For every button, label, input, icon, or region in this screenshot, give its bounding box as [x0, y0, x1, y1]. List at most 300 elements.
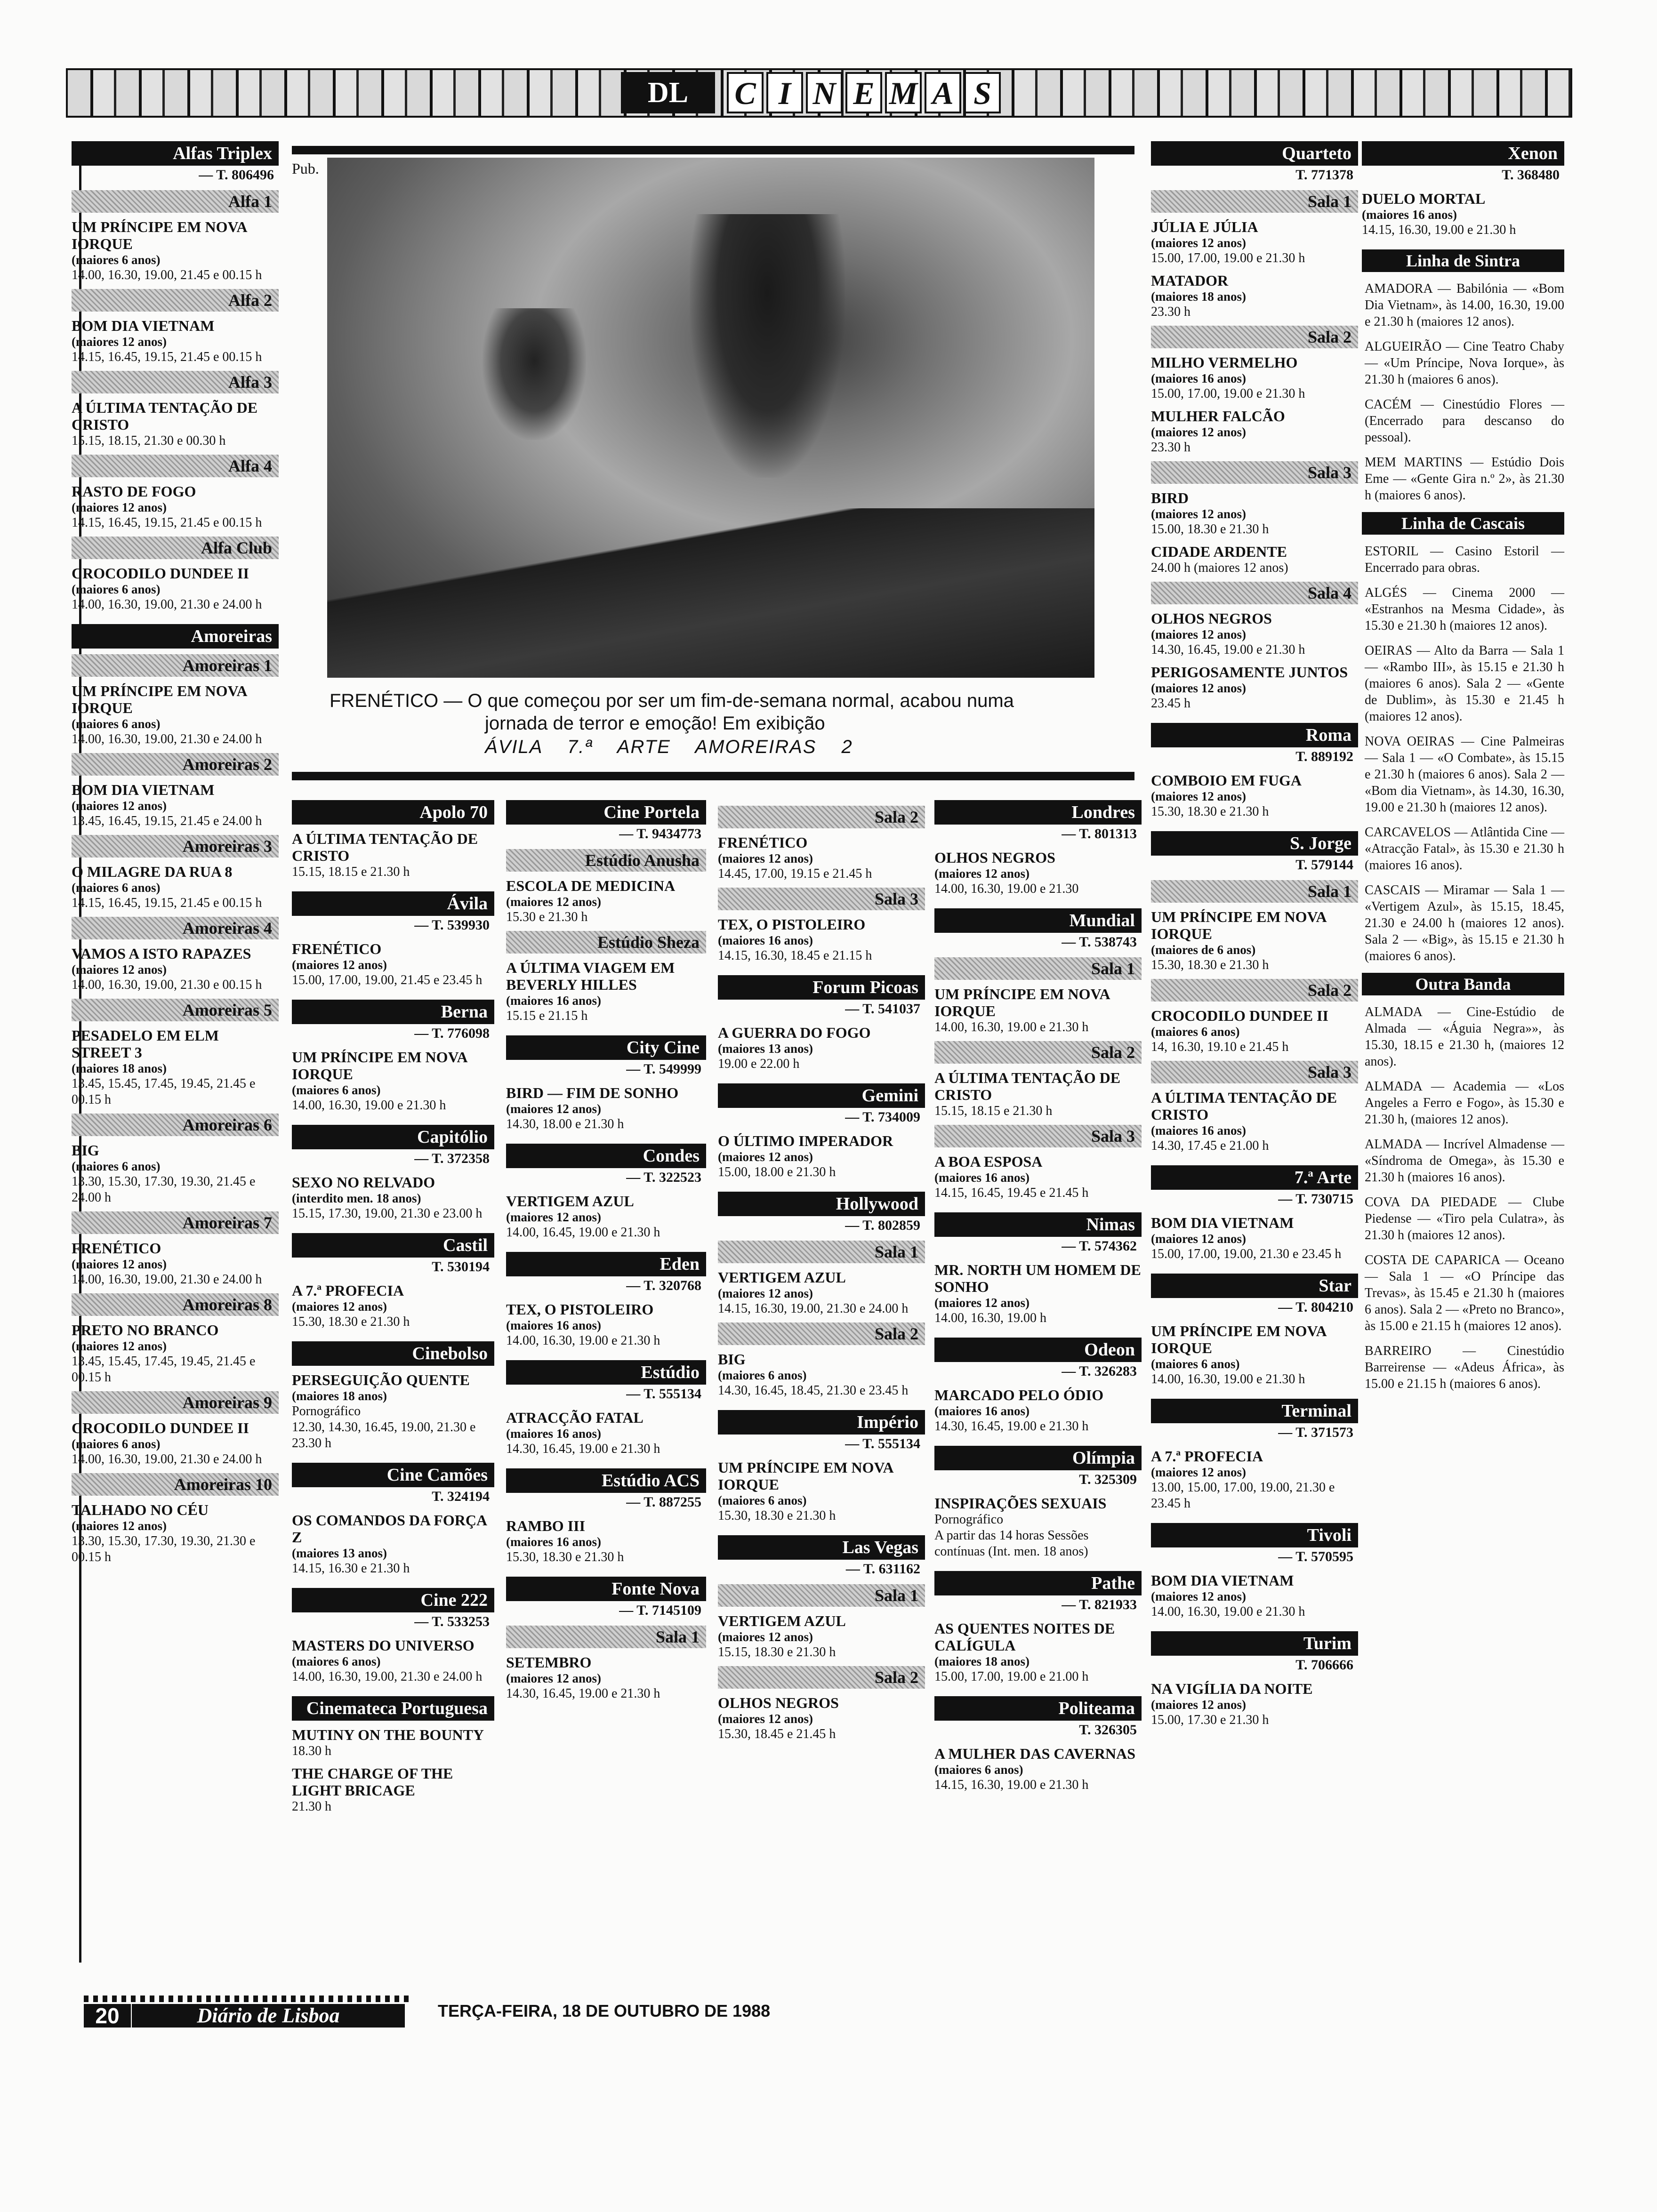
- film-title: MULHER FALCÃO: [1151, 408, 1285, 425]
- showtimes: 13.45, 15.45, 17.45, 19.45, 21.45 e 00.15 h: [72, 1076, 256, 1107]
- film-title: A ÚLTIMA VIAGEM EM BEVERLY HILLES: [506, 959, 675, 993]
- film-title: FRENÉTICO: [72, 1240, 161, 1257]
- showtimes: 15.00, 17.30 e 21.30 h: [1151, 1713, 1269, 1727]
- showtimes: 14.15, 16.45, 19.15, 21.45 e 00.15 h: [72, 515, 262, 530]
- cinema-phone: T. 324194: [432, 1489, 490, 1504]
- cinema-name: Las Vegas: [718, 1535, 925, 1560]
- age-rating: (maiores 16 anos): [1151, 1123, 1246, 1138]
- age-rating: (maiores 13 anos): [718, 1042, 813, 1056]
- section-title: [727, 72, 1004, 113]
- showtimes: 14.15, 16.45, 19.15, 21.45 e 00.15 h: [72, 896, 262, 910]
- age-rating: (maiores 16 anos): [506, 1427, 601, 1441]
- showtimes: 13.45, 16.45, 19.15, 21.45 e 24.00 h: [72, 814, 262, 828]
- film-title: OLHOS NEGROS: [934, 849, 1055, 866]
- age-rating: (maiores 12 anos): [1151, 1232, 1246, 1246]
- regional-listing: ALMADA — Incrível Almadense — «Síndroma de Omega», às 15.30 e 21.30 h (maiores 16 anos).: [1365, 1137, 1564, 1185]
- age-rating: (maiores 16 anos): [1362, 208, 1457, 222]
- age-rating: (maiores 12 anos): [506, 1102, 601, 1116]
- film-title: OS COMANDOS DA FORÇA Z: [292, 1512, 487, 1546]
- showtimes: 14.00, 16.30, 19.00 h: [934, 1311, 1046, 1325]
- regional-listing: NOVA OEIRAS — Cine Palmeiras — Sala 1 — «O Combate», às 15.15 e 21.30 h (maiores 6 anos). Sala 2 — «Bom dia Vietnam», às 14.30, 16.30, 19.00 e 21.30 h (maiores 12 anos).: [1365, 734, 1564, 815]
- showtimes: 13.30, 15.30, 17.30, 19.30, 21.45 e 24.00 h: [72, 1174, 256, 1205]
- cinema-name: Estúdio: [506, 1360, 706, 1385]
- cinema-phone: — T. 539930: [414, 917, 490, 933]
- screen-room-label: Alfa Club: [72, 537, 279, 559]
- regional-listing: OEIRAS — Alto da Barra — Sala 1 — «Rambo III», às 15.15 e 21.30 h (maiores 6 anos). Sala 2 — «Gente de Dublim», às 15.30 e 21.45 h (maiores 12 anos).: [1365, 643, 1564, 724]
- film-title: INSPIRAÇÕES SEXUAIS: [934, 1495, 1107, 1512]
- age-rating: (maiores 6 anos): [72, 253, 161, 267]
- age-rating: (maiores 6 anos): [1151, 1357, 1240, 1371]
- cinema-listing: [1151, 723, 1358, 820]
- age-rating: (maiores 12 anos): [1151, 507, 1246, 521]
- age-rating: (maiores 12 anos): [506, 895, 601, 909]
- showtimes: 14.00, 16.30, 19.00 e 21.30: [934, 882, 1079, 896]
- title-letter: E: [845, 72, 882, 113]
- screen-room-label: Amoreiras 3: [72, 835, 279, 858]
- film-title: TALHADO NO CÉU: [72, 1501, 209, 1518]
- footer-ornament: [84, 1996, 409, 2002]
- showtimes: 14.15, 16.30, 19.00 e 21.30 h: [934, 1778, 1089, 1792]
- age-rating: (maiores 6 anos): [72, 881, 161, 895]
- age-rating: (maiores 12 anos): [718, 1286, 813, 1300]
- regional-listing: AMADORA — Babilónia — «Bom Dia Vietnam», às 14.00, 16.30, 19.00 e 21.30 h (maiores 12 anos).: [1365, 281, 1564, 329]
- age-rating: (maiores 6 anos): [72, 1159, 161, 1173]
- region-heading: Outra Banda: [1362, 973, 1564, 995]
- age-rating: (maiores 12 anos): [506, 1671, 601, 1685]
- showtimes: 14.30, 16.45, 19.00 e 21.30 h: [934, 1419, 1089, 1434]
- film-title: A 7.ª PROFECIA: [292, 1282, 404, 1299]
- cinema-name: Terminal: [1151, 1399, 1358, 1423]
- age-rating: (maiores 12 anos): [1151, 627, 1246, 641]
- showtimes: 15.00, 18.30 e 21.30 h: [1151, 522, 1269, 537]
- cinema-phone: — T. 555134: [626, 1386, 701, 1402]
- showtimes: 14.00, 16.30, 19.00, 21.45 e 00.15 h: [72, 268, 262, 282]
- showtimes: 14.30, 18.00 e 21.30 h: [506, 1117, 624, 1131]
- film-title: FRENÉTICO: [292, 940, 382, 957]
- screen-room-label: Sala 2: [934, 1041, 1142, 1064]
- film-title: A BOA ESPOSA: [934, 1153, 1043, 1170]
- photo-man-figure: [483, 308, 586, 440]
- cinema-name: S. Jorge: [1151, 831, 1358, 856]
- cinema-name: Tivoli: [1151, 1523, 1358, 1547]
- film-title: BIG: [718, 1351, 746, 1368]
- regional-listing: ALMADA — Cine-Estúdio de Almada — «Águia Negra»», às 15.30, 18.15 e 21.30 h, (maiores 12 anos).: [1365, 1005, 1564, 1069]
- showtimes: 13.30, 15.30, 17.30, 19.30, 21.30 e 00.15 h: [72, 1534, 256, 1564]
- cinema-phone: — T. 631162: [845, 1561, 920, 1577]
- showtimes: 12.30, 14.30, 16.45, 19.00, 21.30 e 23.30 h: [292, 1420, 476, 1451]
- age-rating: (maiores 12 anos): [718, 1630, 813, 1644]
- film-title: BOM DIA VIETNAM: [1151, 1214, 1294, 1231]
- showtimes: 15.15, 18.15 e 21.30 h: [292, 865, 410, 879]
- cinema-listing: [718, 1083, 925, 1180]
- showtimes: 15.00, 17.00, 19.00, 21.30 e 23.45 h: [1151, 1247, 1342, 1261]
- cinema-listing: [718, 975, 925, 1072]
- film-title: BOM DIA VIETNAM: [72, 317, 215, 334]
- ad-bottom-rule: [292, 772, 1134, 780]
- cinema-listing: [1151, 141, 1358, 712]
- showtimes: 15.30, 18.30 e 21.30 h: [292, 1314, 410, 1329]
- showtimes: 14.15, 16.30, 19.00 e 21.30 h: [1362, 223, 1516, 237]
- cinema-phone: T. 579144: [1295, 857, 1353, 873]
- cinema-name: Pathe: [934, 1571, 1142, 1595]
- film-title: CROCODILO DUNDEE II: [1151, 1007, 1328, 1024]
- cinema-listing: [718, 806, 925, 964]
- section-banner: [66, 68, 1572, 118]
- age-rating: (maiores 16 anos): [934, 1170, 1030, 1185]
- regional-listing: CACÉM — Cinestúdio Flores — (Encerrado para descanso do pessoal).: [1365, 397, 1564, 445]
- film-title: THE CHARGE OF THE LIGHT BRICAGE: [292, 1765, 453, 1799]
- showtimes: 14.45, 17.00, 19.15 e 21.45 h: [718, 866, 872, 881]
- showtimes: 14.30, 16.45, 19.00 e 21.30 h: [506, 1686, 660, 1701]
- showtimes: 14.15, 16.30 e 21.30 h: [292, 1561, 410, 1576]
- screen-room-label: Amoreiras 7: [72, 1211, 279, 1234]
- cinema-phone: T. 530194: [432, 1259, 490, 1274]
- film-title: UM PRÍNCIPE EM NOVA IORQUE: [292, 1049, 467, 1082]
- cinema-phone: — T. 533253: [414, 1614, 490, 1629]
- film-title: DUELO MORTAL: [1362, 190, 1486, 207]
- cinema-listing: [506, 1577, 706, 1702]
- film-title: UM PRÍNCIPE EM NOVA IORQUE: [934, 986, 1110, 1019]
- showtimes: 18.30 h: [292, 1744, 331, 1758]
- cinema-name: Xenon: [1362, 141, 1564, 166]
- issue-date: TERÇA-FEIRA, 18 DE OUTUBRO DE 1988: [438, 2001, 771, 2020]
- ad-pub-label: Pub.: [292, 160, 319, 177]
- showtimes: 15.00, 17.00, 19.00 e 21.00 h: [934, 1669, 1089, 1684]
- age-rating: (maiores 12 anos): [1151, 1698, 1246, 1712]
- cinema-phone: — T. 776098: [414, 1026, 490, 1041]
- cinema-listing: [506, 1144, 706, 1241]
- cinema-name: Politeama: [934, 1696, 1142, 1721]
- page-footer: [71, 1996, 1577, 2033]
- cinema-listing: [934, 1212, 1142, 1326]
- cinema-phone: — T. 555134: [845, 1436, 920, 1451]
- showtimes: 15.00, 17.00, 19.00, 21.45 e 23.45 h: [292, 973, 483, 987]
- cinema-listing: [72, 141, 279, 613]
- age-rating: (maiores 12 anos): [72, 1257, 167, 1271]
- cinema-name: Nimas: [934, 1212, 1142, 1237]
- cinema-name: Ávila: [292, 891, 494, 916]
- cinema-listing: [506, 1468, 706, 1565]
- cinema-listing: [292, 1341, 494, 1451]
- age-rating: (maiores 12 anos): [72, 799, 167, 813]
- age-rating: (maiores 12 anos): [1151, 789, 1246, 803]
- cinema-name: 7.ª Arte: [1151, 1165, 1358, 1190]
- age-rating: (maiores 12 anos): [72, 1519, 167, 1533]
- showtimes: 13.45, 15.45, 17.45, 19.45, 21.45 e 00.15 h: [72, 1354, 256, 1385]
- cinema-name: Forum Picoas: [718, 975, 925, 1000]
- cinema-phone: — T. 549999: [626, 1061, 701, 1077]
- cinema-name: Amoreiras: [72, 624, 279, 649]
- cinema-phone: — T. 887255: [626, 1494, 701, 1510]
- regional-listing: COSTA DE CAPARICA — Oceano — Sala 1 — «O Príncipe das Trevas», às 15.45 e 21.30 h (maiores 6 anos). Sala 2 — «Preto no Branco», às 15.00 e 21.15 h (maiores 12 anos).: [1365, 1253, 1564, 1333]
- cinema-listing: [506, 800, 706, 1024]
- showtimes: 15.30, 18.45 e 21.45 h: [718, 1727, 836, 1741]
- showtimes: 15.30, 18.30 e 21.30 h: [1151, 804, 1269, 819]
- masthead: Diário de Lisboa: [132, 2004, 405, 2028]
- age-rating: (maiores 16 anos): [506, 994, 601, 1008]
- cinema-phone: — T. 372358: [414, 1151, 490, 1166]
- region-heading: Linha de Sintra: [1362, 249, 1564, 272]
- regional-listing: BARREIRO — Cinestúdio Barreirense — «Adeus África», às 15.00 e 21.15 h (maiores 6 anos).: [1365, 1344, 1564, 1391]
- film-title: SEXO NO RELVADO: [292, 1174, 435, 1191]
- cinema-phone: — T. 730715: [1278, 1191, 1353, 1207]
- showtimes: 23.45 h: [1151, 696, 1190, 711]
- film-title: ATRACÇÃO FATAL: [506, 1409, 643, 1426]
- showtimes: 14.00, 16.30, 19.00, 21.30 e 00.15 h: [72, 978, 262, 992]
- film-title: UM PRÍNCIPE EM NOVA IORQUE: [72, 218, 247, 252]
- showtimes: 14.30, 16.45, 19.00 e 21.30 h: [506, 1442, 660, 1456]
- film-title: BOM DIA VIETNAM: [72, 781, 215, 798]
- photo-woman-figure: [690, 214, 845, 478]
- cinema-phone: — T. 322523: [626, 1170, 701, 1185]
- showtimes: 14.00, 16.30, 19.00 e 21.30 h: [292, 1098, 446, 1113]
- cinema-listing: [934, 1571, 1142, 1685]
- showtimes: 23.30 h: [1151, 305, 1190, 319]
- age-rating: (maiores 12 anos): [1151, 1589, 1246, 1603]
- film-title: UM PRÍNCIPE EM NOVA IORQUE: [1151, 908, 1326, 942]
- screen-room-label: Amoreiras 8: [72, 1293, 279, 1316]
- film-title: AS QUENTES NOITES DE CALÍGULA: [934, 1620, 1115, 1654]
- regional-column: [1362, 141, 1564, 2212]
- film-title: TEX, O PISTOLEIRO: [718, 916, 866, 933]
- film-title: MR. NORTH UM HOMEM DE SONHO: [934, 1261, 1141, 1295]
- cinema-name: Gemini: [718, 1083, 925, 1108]
- cinema-name: Apolo 70: [292, 800, 494, 825]
- cinema-phone: — T. 538743: [1062, 934, 1137, 950]
- showtimes: 13.00, 15.00, 17.00, 19.00, 21.30 e 23.45 h: [1151, 1480, 1335, 1511]
- cinema-phone: — T. 801313: [1062, 826, 1137, 842]
- cinema-listing: [718, 1192, 925, 1399]
- film-title: PERIGOSAMENTE JUNTOS: [1151, 664, 1348, 681]
- age-rating: (maiores 6 anos): [292, 1654, 381, 1668]
- age-rating: (maiores 6 anos): [72, 717, 161, 731]
- age-rating: (maiores 12 anos): [1151, 425, 1246, 439]
- film-title: MARCADO PELO ÓDIO: [934, 1387, 1104, 1403]
- screen-room-label: Alfa 3: [72, 371, 279, 393]
- cinema-listing: [506, 1035, 706, 1132]
- age-rating: (maiores 16 anos): [506, 1318, 601, 1332]
- film-title: PRETO NO BRANCO: [72, 1322, 219, 1338]
- cinema-name: Alfas Triplex: [72, 141, 279, 166]
- showtimes: 24.00 h (maiores 12 anos): [1151, 561, 1288, 575]
- age-rating: (maiores 18 anos): [72, 1061, 167, 1075]
- cinema-phone: — T. 7145109: [619, 1603, 701, 1618]
- showtimes: 14.15, 16.30, 18.45 e 21.15 h: [718, 948, 872, 963]
- cinema-listing: [934, 1446, 1142, 1560]
- screen-room-label: Sala 1: [718, 1584, 925, 1607]
- screen-room-label: Sala 1: [934, 957, 1142, 980]
- film-title: CIDADE ARDENTE: [1151, 543, 1287, 560]
- cinema-name: Roma: [1151, 723, 1358, 747]
- cinema-phone: — T. 802859: [845, 1218, 920, 1233]
- screen-room-label: Sala 2: [1151, 979, 1358, 1002]
- screen-room-label: Sala 3: [718, 888, 925, 910]
- cinema-listing: [292, 1125, 494, 1222]
- cinema-phone: T. 889192: [1295, 749, 1353, 764]
- cinema-name: Mundial: [934, 908, 1142, 933]
- screen-room-label: Amoreiras 5: [72, 999, 279, 1021]
- regional-listing: ALMADA — Academia — «Los Angeles a Ferro e Fogo», às 15.30 e 21.30 h, (maiores 12 anos).: [1365, 1079, 1564, 1127]
- screen-room-label: Amoreiras 9: [72, 1391, 279, 1414]
- film-title: SETEMBRO: [506, 1654, 592, 1671]
- showtimes: 14.00, 16.30, 19.00 e 21.30 h: [506, 1333, 660, 1348]
- showtimes: 15.30, 18.30 e 21.30 h: [1151, 958, 1269, 972]
- cinema-phone: — T. 320768: [626, 1278, 701, 1293]
- showtimes: 23.30 h: [1151, 440, 1190, 455]
- screen-room-label: Alfa 2: [72, 289, 279, 312]
- film-title: MATADOR: [1151, 272, 1229, 289]
- screen-room-label: Amoreiras 1: [72, 654, 279, 677]
- cinema-phone: — T. 326283: [1062, 1363, 1137, 1379]
- cinema-name: Cinebolso: [292, 1341, 494, 1366]
- film-title: COMBOIO EM FUGA: [1151, 772, 1302, 789]
- regional-listing: CASCAIS — Miramar — Sala 1 — «Vertigem Azul», às 15.15, 18.45, 21.30 e 24.00 h (maiores 12 anos). Sala 2 — «Big», às 15.15 e 21.30 h (maiores 6 anos).: [1365, 883, 1564, 963]
- showtimes: 14.00, 16.30, 19.00, 21.30 e 24.00 h: [72, 597, 262, 612]
- film-title: CROCODILO DUNDEE II: [72, 565, 249, 582]
- age-rating: (maiores 16 anos): [1151, 371, 1246, 385]
- screen-room-label: Sala 1: [1151, 190, 1358, 213]
- screen-room-label: Sala 3: [1151, 1061, 1358, 1083]
- showtimes: 14.15, 16.45, 19.45 e 21.45 h: [934, 1186, 1089, 1200]
- region-heading: Linha de Cascais: [1362, 512, 1564, 535]
- cinema-phone: — T. 821933: [1062, 1597, 1137, 1612]
- showtimes: 14.30, 16.45, 18.45, 21.30 e 23.45 h: [718, 1383, 909, 1398]
- regional-listing: ESTORIL — Casino Estoril — Encerrado para obras.: [1365, 544, 1564, 575]
- showtimes: 14.15, 16.45, 19.15, 21.45 e 00.15 h: [72, 350, 262, 364]
- film-title: A MULHER DAS CAVERNAS: [934, 1745, 1136, 1762]
- cinema-phone: — T. 371573: [1278, 1425, 1353, 1440]
- newspaper-logo: DL: [621, 72, 715, 113]
- age-rating: (interdito men. 18 anos): [292, 1191, 421, 1205]
- age-rating: (maiores 16 anos): [506, 1535, 601, 1549]
- film-title: MASTERS DO UNIVERSO: [292, 1637, 475, 1654]
- showtimes: 14.00, 16.45, 19.00 e 21.30 h: [506, 1225, 660, 1240]
- screen-room-label: Sala 4: [1151, 582, 1358, 604]
- cinema-listing: [934, 800, 1142, 897]
- age-rating: (maiores 12 anos): [72, 335, 167, 349]
- screen-room-label: Amoreiras 2: [72, 753, 279, 776]
- showtimes: 15.30, 18.30 e 21.30 h: [506, 1550, 624, 1564]
- showtimes: 15.15, 18.15, 21.30 e 00.30 h: [72, 433, 226, 448]
- regional-sections: [1362, 249, 1564, 1392]
- screen-room-label: Sala 3: [1151, 461, 1358, 484]
- ad-caption: FRENÉTICO — O que começou por ser um fim-de-semana normal, acabou numa: [330, 690, 1014, 711]
- film-title: UM PRÍNCIPE EM NOVA IORQUE: [1151, 1322, 1326, 1356]
- cinema-name: Eden: [506, 1252, 706, 1276]
- film-title: BIRD — FIM DE SONHO: [506, 1084, 679, 1101]
- cinema-phone: T. 771378: [1295, 167, 1353, 183]
- age-rating: (maiores 6 anos): [72, 582, 161, 596]
- cinema-phone: — T. 734009: [845, 1109, 920, 1125]
- cinema-listing: [934, 1338, 1142, 1435]
- film-title: RASTO DE FOGO: [72, 483, 196, 500]
- screen-room-label: Amoreiras 4: [72, 917, 279, 939]
- title-letter: I: [766, 72, 803, 113]
- page-number: 20: [84, 2004, 131, 2028]
- film-title: A GUERRA DO FOGO: [718, 1024, 871, 1041]
- cinema-listing: [934, 908, 1142, 1201]
- film-title: A ÚLTIMA TENTAÇÃO DE CRISTO: [934, 1069, 1121, 1103]
- film-title: VERTIGEM AZUL: [718, 1269, 846, 1286]
- cinema-listing: [934, 1696, 1142, 1793]
- photo-car-shape: [327, 508, 1094, 678]
- ad-caption: jornada de terror e emoção! Em exibição: [485, 713, 825, 734]
- film-title: BIG: [72, 1142, 99, 1159]
- film-title: A 7.ª PROFECIA: [1151, 1448, 1263, 1465]
- age-rating: (maiores 12 anos): [72, 500, 167, 514]
- film-title: A ÚLTIMA TENTAÇÃO DE CRISTO: [72, 399, 258, 433]
- age-rating: (maiores 18 anos): [292, 1389, 387, 1403]
- age-rating: (maiores 6 anos): [72, 1437, 161, 1451]
- cinema-name: Castil: [292, 1233, 494, 1258]
- cinema-name: Star: [1151, 1274, 1358, 1298]
- film-title: VERTIGEM AZUL: [718, 1612, 846, 1629]
- cinema-phone: — T. 804210: [1278, 1299, 1353, 1315]
- film-title: MILHO VERMELHO: [1151, 354, 1298, 371]
- cinema-phone: T. 706666: [1295, 1657, 1353, 1673]
- title-letter: S: [964, 72, 1001, 113]
- showtimes: 15.00, 17.00, 19.00 e 21.30 h: [1151, 386, 1305, 401]
- regional-listing: MEM MARTINS — Estúdio Dois Eme — «Gente Gira n.º 2», às 21.30 h (maiores 6 anos).: [1365, 455, 1564, 503]
- listings-column: [72, 141, 279, 1963]
- cinema-name: Odeon: [934, 1338, 1142, 1362]
- showtimes: 14, 16.30, 19.10 e 21.45 h: [1151, 1040, 1289, 1054]
- age-rating: (maiores 12 anos): [292, 1299, 387, 1314]
- cinema-listing: [1151, 1523, 1358, 1620]
- cinema-phone: — T. 9434773: [619, 826, 701, 842]
- showtimes: 15.00, 17.00, 19.00 e 21.30 h: [1151, 251, 1305, 265]
- film-title: O ÚLTIMO IMPERADOR: [718, 1132, 893, 1149]
- cinema-listing: [1151, 1399, 1358, 1512]
- film-title: UM PRÍNCIPE EM NOVA IORQUE: [718, 1459, 893, 1493]
- age-rating: (maiores 12 anos): [934, 1296, 1030, 1310]
- showtimes: 14.15, 16.30, 19.00, 21.30 e 24.00 h: [718, 1301, 909, 1316]
- cinema-listing: [292, 800, 494, 880]
- regional-listing: CARCAVELOS — Atlântida Cine — «Atracção Fatal», às 15.30 e 21.30 h (maiores 16 anos).: [1365, 825, 1564, 873]
- cinema-listing: [1151, 1631, 1358, 1728]
- film-title: MUTINY ON THE BOUNTY: [292, 1726, 484, 1743]
- age-rating: (maiores 6 anos): [718, 1368, 807, 1382]
- film-note: Pornográfico: [292, 1404, 361, 1419]
- age-rating: (maiores 12 anos): [72, 1339, 167, 1353]
- cinema-name: Cine Camões: [292, 1463, 494, 1487]
- film-title: JÚLIA E JÚLIA: [1151, 218, 1258, 235]
- showtimes: 14.00, 16.30, 19.00, 21.30 e 24.00 h: [72, 732, 262, 746]
- age-rating: (maiores 6 anos): [292, 1083, 381, 1097]
- screen-room-label: Sala 2: [718, 806, 925, 828]
- cinema-listing: [292, 1588, 494, 1685]
- age-rating: (maiores 13 anos): [292, 1546, 387, 1560]
- age-rating: (maiores 6 anos): [934, 1763, 1023, 1777]
- cinema-name: Cine 222: [292, 1588, 494, 1612]
- cinema-name: Capitólio: [292, 1125, 494, 1149]
- screen-room-label: Sala 3: [934, 1125, 1142, 1147]
- cinema-listing: [292, 1233, 494, 1330]
- film-title: VERTIGEM AZUL: [506, 1193, 634, 1210]
- cinema-listing: [292, 1000, 494, 1114]
- cinema-listing: [506, 1252, 706, 1349]
- cinema-phone: T. 325309: [1079, 1472, 1137, 1487]
- film-title: UM PRÍNCIPE EM NOVA IORQUE: [72, 682, 247, 716]
- screen-room-label: Sala 2: [718, 1322, 925, 1345]
- age-rating: (maiores 12 anos): [934, 866, 1030, 881]
- cinema-listing: [292, 891, 494, 988]
- cinema-listing: [1151, 1274, 1358, 1387]
- age-rating: (maiores 12 anos): [292, 958, 387, 972]
- screen-room-label: Sala 1: [506, 1626, 706, 1648]
- cinema-listing: [718, 1535, 925, 1742]
- age-rating: (maiores 12 anos): [506, 1210, 601, 1224]
